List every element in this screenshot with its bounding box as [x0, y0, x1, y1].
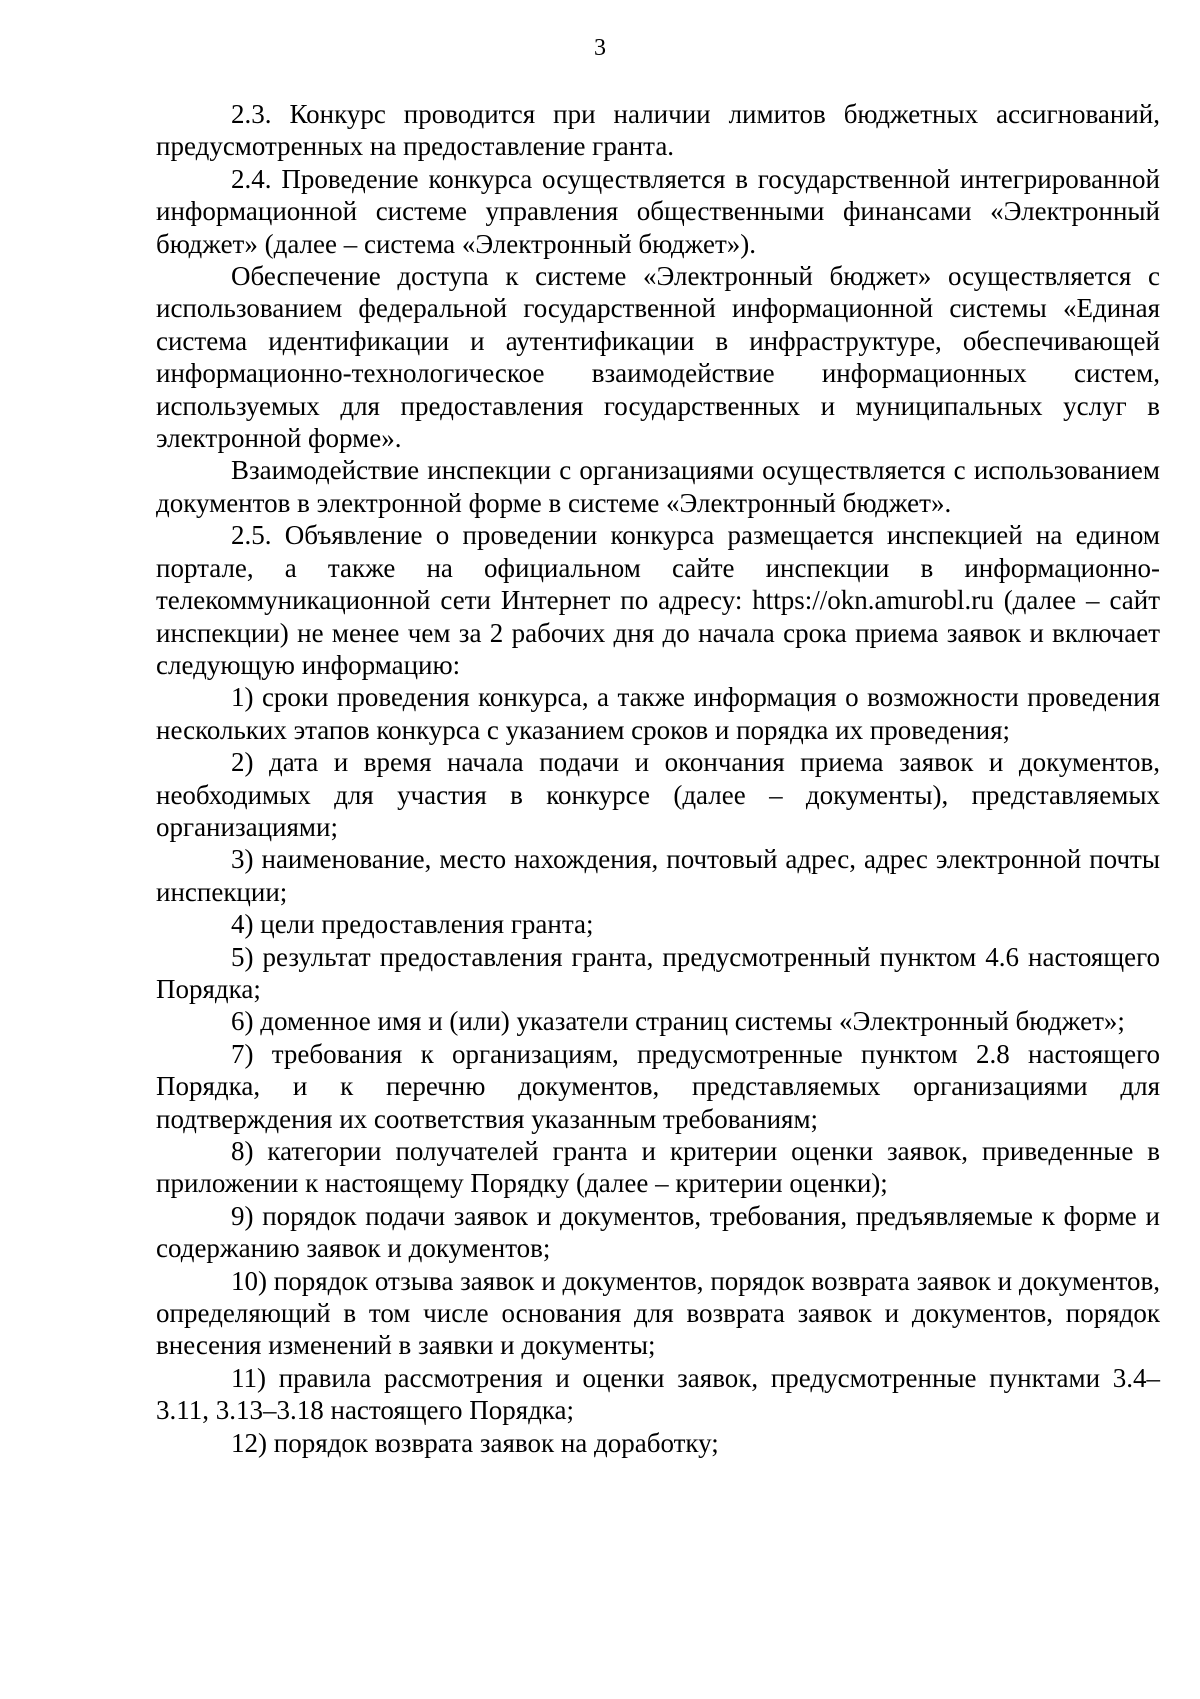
document-body	[156, 98, 1160, 1459]
list-item-1: 1) сроки проведения конкурса, а также информация о возможности проведения нескольких этапов конкурса с указанием сроков и порядка их проведения;	[156, 682, 1160, 745]
paragraph-interaction: Взаимодействие инспекции с организациями осуществляется с использованием документов в электронной форме в системе «Электронный бюджет».	[156, 455, 1160, 518]
list-item-4: 4) цели предоставления гранта;	[231, 909, 594, 940]
list-item-12: 12) порядок возврата заявок на доработку;	[231, 1427, 719, 1458]
paragraph-2-5: 2.5. Объявление о проведении конкурса размещается инспекцией на едином портале, а также на официальном сайте инспекции в информационно-телекоммуникационной сети Интернет по адресу: https://okn.amurobl.ru (далее – сайт инспекции) не менее чем за 2 рабочих дня до начала срока приема заявок и включает следующую информацию:	[156, 520, 1160, 680]
page-number: 3	[594, 35, 606, 61]
list-item-5: 5) результат предоставления гранта, предусмотренный пунктом 4.6 настоящего Порядка;	[156, 941, 1160, 1004]
paragraph-2-4: 2.4. Проведение конкурса осуществляется в государственной интегрированной информационной системе управления общественными финансами «Электронный бюджет» (далее – система «Электронный бюджет»).	[156, 163, 1160, 259]
list-item-8: 8) категории получателей гранта и критерии оценки заявок, приведенные в приложении к настоящему Порядку (далее – критерии оценки);	[156, 1136, 1160, 1199]
list-item-10: 10) порядок отзыва заявок и документов, порядок возврата заявок и документов, определяющий в том числе основания для возврата заявок и документов, порядок внесения изменений в заявки и документы;	[156, 1265, 1160, 1361]
paragraph-2-3: 2.3. Конкурс проводится при наличии лимитов бюджетных ассигнований, предусмотренных на предоставление гранта.	[156, 99, 1160, 162]
list-item-11: 11) правила рассмотрения и оценки заявок, предусмотренные пунктами 3.4–3.11, 3.13–3.18 настоящего Порядка;	[156, 1362, 1160, 1426]
list-item-3: 3) наименование, место нахождения, почтовый адрес, адрес электронной почты инспекции;	[156, 844, 1160, 907]
list-item-2: 2) дата и время начала подачи и окончания приема заявок и документов, необходимых для участия в конкурсе (далее – документы), представляемых организациями;	[156, 747, 1160, 842]
list-item-9: 9) порядок подачи заявок и документов, требования, предъявляемые к форме и содержанию заявок и документов;	[156, 1200, 1160, 1264]
paragraph-access: Обеспечение доступа к системе «Электронный бюджет» осуществляется с использованием федеральной государственной информационной системы «Единая система идентификации и аутентификации в инфраструктуре, обеспечивающей информационно-технологическое взаимодействие информационных систем, используемых для предоставления государственных и муниципальных услуг в электронной форме».	[156, 261, 1160, 454]
list-item-7: 7) требования к организациям, предусмотренные пунктом 2.8 настоящего Порядка, и к перечню документов, представляемых организациями для подтверждения их соответствия указанным требованиям;	[156, 1038, 1160, 1134]
list-item-6: 6) доменное имя и (или) указатели страниц системы «Электронный бюджет»;	[231, 1006, 1125, 1037]
